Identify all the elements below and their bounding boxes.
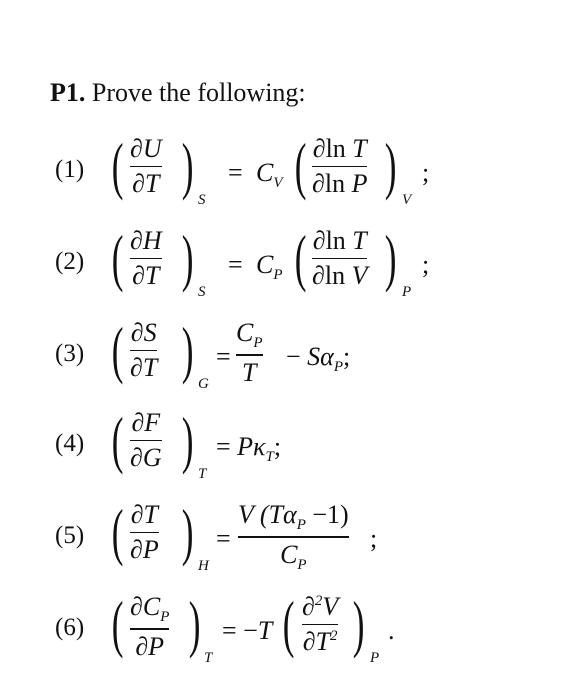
paren-right: ) (384, 130, 397, 201)
equation-5: (5) ( ∂T ∂P ) H = V $(T\alpha_P -1)$ $C_P$ ; (55, 496, 378, 574)
paren-left: ( (111, 130, 124, 201)
equation-number: (1) (55, 156, 85, 183)
problem-label: P1. (50, 78, 86, 107)
paren-left: ( (282, 588, 295, 659)
fraction-dF-dG: ∂F ∂G (130, 408, 162, 473)
paren-right: ) (181, 314, 194, 385)
paren-right: ) (181, 130, 194, 201)
equation-3: (3) ( ∂S ∂T ) G = $C_P$ T − $S\alpha_P$; (55, 314, 351, 392)
fraction-dCP-dP: $\partial C_P$ ∂P (130, 592, 170, 661)
paren-left: ( (111, 314, 124, 385)
equation-number: (3) (55, 340, 85, 367)
fraction-V-Talpha-CP: V $(T\alpha_P -1)$ $C_P$ (238, 500, 349, 573)
paren-right: ) (181, 222, 194, 293)
fraction-dT-dP: ∂T ∂P (130, 500, 159, 565)
paren-left: ( (111, 404, 124, 475)
paren-right: ) (352, 588, 365, 659)
paren-left: ( (111, 496, 124, 567)
paren-right: ) (188, 588, 201, 659)
paren-right: ) (181, 404, 194, 475)
paren-left: ( (294, 130, 307, 201)
fraction-dlnT-dlnP: ∂ln T ∂ln P (312, 134, 368, 199)
paren-left: ( (111, 222, 124, 293)
fraction-dH-dT: ∂H ∂T (130, 226, 162, 291)
equation-number: (2) (55, 248, 85, 275)
equation-number: (4) (55, 430, 85, 457)
paren-right: ) (384, 222, 397, 293)
paren-left: ( (111, 588, 124, 659)
equation-1: (1) ( ∂U ∂T ) S = $C_V$ ( ∂ln T ∂ln P ) V ; (55, 130, 430, 208)
equation-6: (6) ( $\partial C_P$ ∂P ) T = −T ( ∂$^2$V $\partial T^2$ ) P . (55, 588, 395, 666)
equation-4: (4) ( ∂F ∂G ) T = $P\kappa_T$; (55, 404, 282, 482)
paren-left: ( (294, 222, 307, 293)
equation-2: (2) ( ∂H ∂T ) S = $C_P$ ( ∂ln T ∂ln V ) P ; (55, 222, 430, 300)
equation-number: (5) (55, 522, 85, 549)
fraction-d2V-dT2: ∂$^2$V $\partial T^2$ (302, 592, 339, 657)
fraction-dU-dT: ∂U ∂T (130, 134, 162, 199)
problem-text: Prove the following: (91, 78, 306, 107)
fraction-dlnT-dlnV: ∂ln T ∂ln V (312, 226, 368, 291)
fraction-CP-T: $C_P$ T (236, 318, 263, 387)
equation-number: (6) (55, 614, 85, 641)
fraction-dS-dT: ∂S ∂T (130, 318, 158, 383)
problem-title (50, 78, 306, 108)
paren-right: ) (181, 496, 194, 567)
